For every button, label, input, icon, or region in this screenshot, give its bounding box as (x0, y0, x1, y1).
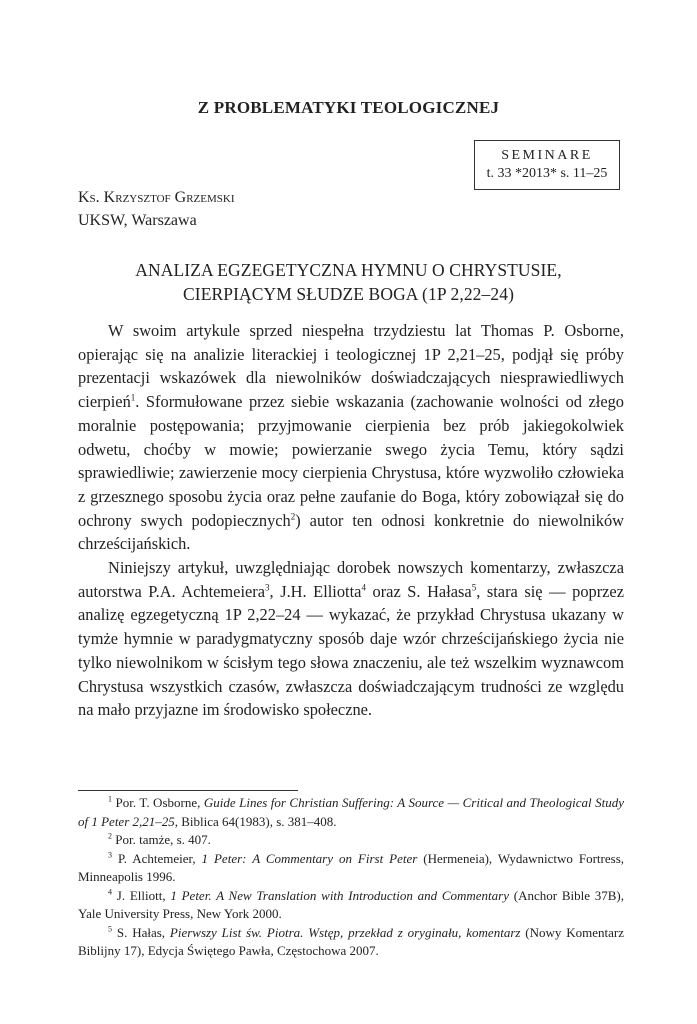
author-name: Ks. Krzysztof Grzemski (78, 189, 235, 206)
journal-box (474, 140, 620, 190)
footnote-ref-4[interactable]: 4 (361, 582, 366, 593)
paragraph-2: Niniejszy artykuł, uwzględniając dorobek nowszych komentarzy, zwłaszcza autorstwa P.A. Achtemeiera$^3$, J.H. Elliotta$^4$ oraz S. Hałasa$^5$, stara się — poprzez analizę egzegetyczną 1P 2,22–24 — wykazać, że przykład Chrystusa ukazany w tymże hymnie w paradygmatyczny sposób daje wzór chrześcijańskiego życia nie tylko niewolnikom w ścisłym tego słowa znaczeniu, ale też wszelkim wyznawcom Chrystusa wszystkich czasów, zwłaszcza doświadczającym trudności ze względu na mało przyjazne im środowisko społeczne. (78, 558, 624, 720)
footnote: $^5$ S. Hałas, Pierwszy List św. Piotra. Wstęp, przekład z oryginału, komentarz (Nowy Komentarz Biblijny 17), Edycja Świętego Pawła, Częstochowa 2007. (78, 924, 624, 958)
footnote-ref-1[interactable]: 1 (130, 392, 136, 403)
footnote: $^1$ Por. T. Osborne, Guide Lines for Christian Suffering: A Source — Critical and Theological Study of 1 Peter 2,21–25, Biblica 64(1983), s. 381–408. (78, 794, 625, 829)
footnote-ref-3[interactable]: 3 (265, 582, 270, 593)
author-block (78, 186, 234, 232)
footnote-ref-5[interactable]: 5 (471, 582, 477, 593)
footnotes (78, 794, 624, 961)
journal-volume-info: t. 33 *2013* s. 11–25 (486, 166, 608, 181)
title-line-2: CIERPIĄCYM SŁUDZE BOGA (1P 2,22–24) (183, 284, 514, 304)
footnote: $^2$ Por. tamże, s. 407. (108, 831, 211, 847)
footnote: $^4$ J. Elliott, 1 Peter. A New Translation with Introduction and Commentary (Anchor Bible 37B), Yale University Press, New York 2000. (78, 887, 625, 921)
paragraph-1: W swoim artykule sprzed niespełna trzydziestu lat Thomas P. Osborne, opierając się na analizie literackiej i teologicznej 1P 2,21–25, podjął się próby prezentacji wskazówek dla niewolników doświadczających niesprawiedliwych cierpień$^1$. Sformułowane przez siebie wskazania (zachowanie wolności od złego moralnie postępowania; przyjmowanie cierpienia bez prób jakiegokolwiek odwetu, choćby w mowie; powierzanie swego życia Temu, który sądzi sprawiedliwie; zawierzenie mocy cierpienia Chrystusa, które wyzwoliło człowieka z grzesznego sposobu życia oraz pełne zaufanie do Boga, który zobowiązał się do ochrony swych podopiecznych$^2$) autor ten odnosi konkretnie do niewolników chrześcijańskich. (78, 321, 624, 554)
footnote-ref-2[interactable]: 2 (290, 511, 296, 522)
article-body (78, 319, 624, 722)
journal-name: SEMINARE (501, 148, 593, 163)
title-line-1: ANALIZA EGZEGETYCZNA HYMNU O CHRYSTUSIE, (135, 260, 562, 280)
author-affiliation: UKSW, Warszawa (78, 212, 197, 229)
section-heading: Z PROBLEMATYKI TEOLOGICZNEJ (197, 98, 500, 117)
article-title (0, 258, 697, 306)
footnote: $^3$ P. Achtemeier, 1 Peter: A Commentary on First Peter (Hermeneia), Wydawnictwo Fortress, Minneapolis 1996. (78, 850, 625, 884)
footnote-divider (78, 790, 298, 791)
